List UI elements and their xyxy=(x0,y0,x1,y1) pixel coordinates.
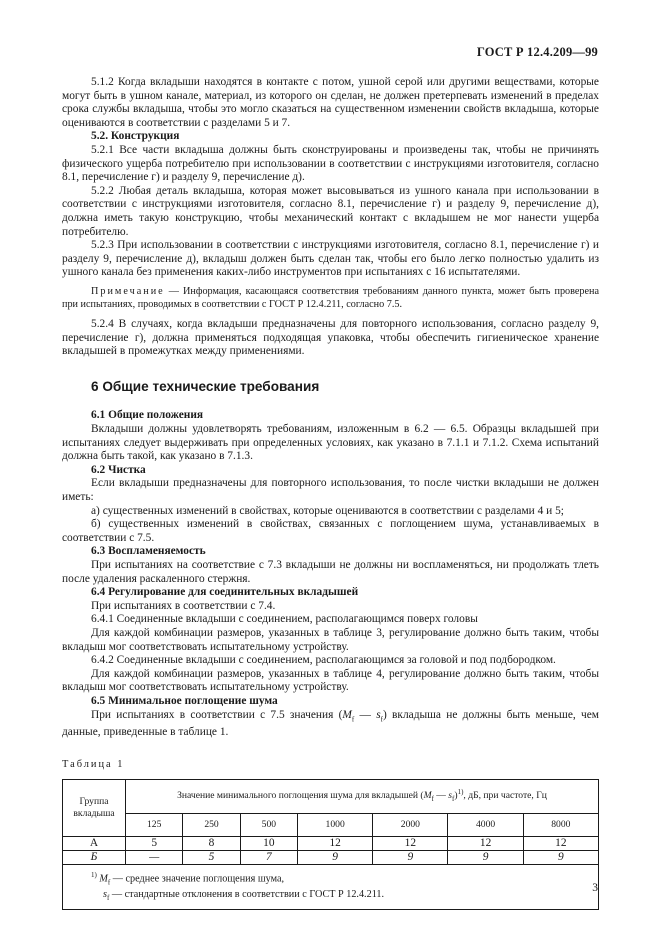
table-1 xyxy=(62,779,599,911)
section-6-title: 6 Общие технические требования xyxy=(91,378,320,394)
subheading-6-4: 6.4 Регулирование для соединительных вкладышей xyxy=(91,586,359,599)
paragraph-6-5-post: ) вкладыша не должны быть меньше, чем данные, приведенные в таблице 1. xyxy=(62,708,599,739)
footnote-sf: — стандартные отклонения в соответствии с ГОСТ Р 12.4.211. xyxy=(111,888,385,900)
freq-cell: 2000 xyxy=(373,813,448,836)
value-header-pre: Значение минимального поглощения шума для вкладышей ( xyxy=(177,789,424,801)
paragraph-5-2-1: 5.2.1 Все части вкладыша должны быть сконструированы и произведены так, чтобы не причинять физического ущерба потребителю при использовании в соответствии с инструкциями изготовителя, согласно 8.1, перечисление г) и разделу 9, перечисление д). xyxy=(62,143,599,184)
freq-cell: 1000 xyxy=(298,813,373,836)
subheading-6-1: 6.1 Общие положения xyxy=(91,409,204,422)
value-cell: 8 xyxy=(183,836,240,850)
paragraph-6-4: При испытаниях в соответствии с 7.4. xyxy=(91,599,276,612)
page-body xyxy=(62,76,599,910)
paragraph-6-1: Вкладыши должны удовлетворять требованиям, изложенным в 6.2 — 6.5. Образцы вкладышей при испытаниях следует выдерживать при определенных условиях, как указано в 7.1.1 и 7.1.2. Схема испытаний должна быть такой, как указано в 7.1.3. xyxy=(62,423,599,463)
value-cell: 12 xyxy=(523,836,598,850)
paragraph-6-4-2-b: Для каждой комбинации размеров, указанных в таблице 4, регулирование должно быть таким, чтобы вкладыш мог соответствовать испытательному устройству. xyxy=(62,667,599,694)
paragraph-5-2-4: 5.2.4 В случаях, когда вкладыши предназначены для повторного использования, согласно разделу 9, перечисление г), должна применяться подходящая упаковка, чтобы обеспечить гигиеническое хранение вкладышей в промежутках между применениями. xyxy=(62,318,599,358)
subheading-6-3: 6.3 Воспламеняемость xyxy=(91,545,206,558)
value-cell: 9 xyxy=(373,850,448,864)
table-footnote: $^{1)}$ $M_f$ — среднее значение поглощения шума, $s_f$ — стандартные отклонения в соответствии с ГОСТ Р 12.4.211. xyxy=(63,864,599,910)
value-cell: 9 xyxy=(448,850,523,864)
paragraph-5-2-2: 5.2.2 Любая деталь вкладыша, которая может высовываться из ушного канала при использовании в соответствии с инструкциями изготовителя, согласно 8.1, перечисление г) и разделу 9, перечисление д), должна иметь такую конструкцию, чтобы механический контакт с вкладышем не мог нанести ущерба потребителю. xyxy=(62,184,599,238)
group-cell: Б xyxy=(63,850,126,864)
subheading-5-2: 5.2. Конструкция xyxy=(91,130,180,143)
value-cell: 5 xyxy=(126,836,183,850)
value-cell: 5 xyxy=(183,850,240,864)
paragraph-6-3: При испытаниях на соответствие с 7.3 вкладыши не должны ни воспламеняться, ни продолжать тлеть после удаления раскаленного стержня. xyxy=(62,559,599,585)
document-header: ГОСТ Р 12.4.209—99 xyxy=(476,45,598,59)
table-row xyxy=(63,836,599,850)
value-cell: 9 xyxy=(298,850,373,864)
value-cell: 7 xyxy=(240,850,297,864)
value-cell: — xyxy=(126,850,183,864)
note-label: Примечание xyxy=(91,285,165,297)
footnote-mf: — среднее значение поглощения шума, xyxy=(112,872,285,884)
subheading-6-5: 6.5 Минимальное поглощение шума xyxy=(91,694,278,707)
value-cell: 12 xyxy=(298,836,373,850)
paragraph-6-2-a: а) существенных изменений в свойствах, которые оцениваются в соответствии с разделами 4 и 5; xyxy=(91,504,564,517)
note-text: — Информация, касающаяся соответствия требованиям данного пункта, может быть проверена при испытаниях, проводимых в соответствии с ГОСТ Р 12.4.211, согласно 7.5. xyxy=(62,285,599,310)
paragraph-5-1-2: 5.1.2 Когда вкладыши находятся в контакте с потом, ушной серой или другими веществами, которые могут быть в ушном канале, материал, из которого он сделан, не должен претерпевать изменений в пределах срока службы вкладыша, чтобы это могло сказаться на существенном изменении свойств вкладыша, которые оцениваются в соответствии с разделами 5 и 7. xyxy=(62,76,599,129)
paragraph-6-5-pre: При испытаниях в соответствии с 7.5 значения ( xyxy=(91,708,343,721)
freq-cell: 125 xyxy=(126,813,183,836)
group-header: Группа вкладыша xyxy=(63,779,126,836)
freq-cell: 250 xyxy=(183,813,240,836)
group-cell: А xyxy=(63,836,126,850)
paragraph-6-5: При испытаниях в соответствии с 7.5 значения ($M_f$ — $s_f$) вкладыша не должны быть меньше, чем данные, приведенные в таблице 1. xyxy=(62,708,599,739)
paragraph-6-4-2: 6.4.2 Соединенные вкладыши с соединением, располагающимся за головой и под подбородком. xyxy=(91,654,556,667)
table-row xyxy=(63,850,599,864)
value-cell: 12 xyxy=(373,836,448,850)
note xyxy=(62,286,599,311)
paragraph-6-4-1-b: Для каждой комбинации размеров, указанных в таблице 3, регулирование должно быть таким, чтобы вкладыш мог соответствовать испытательному устройству. xyxy=(62,626,599,653)
paragraph-6-2: Если вкладыши предназначены для повторного использования, то после чистки вкладыши не должен иметь: xyxy=(62,477,599,504)
paragraph-5-2-3: 5.2.3 При использовании в соответствии с инструкциями изготовителя, согласно 8.1, перечисление г) и разделу 9, перечисление д), вкладыш должен быть сделан так, чтобы его было легко полностью удалить из ушного канала без применения каких-либо инструментов при испытаниях с 16 испытателями. xyxy=(62,239,599,279)
value-header-post: , дБ, при частоте, Гц xyxy=(463,789,547,801)
value-cell: 10 xyxy=(240,836,297,850)
page-number: 3 xyxy=(592,882,598,894)
freq-cell: 500 xyxy=(240,813,297,836)
subheading-6-2: 6.2 Чистка xyxy=(91,463,146,476)
value-cell: 9 xyxy=(523,850,598,864)
paragraph-6-4-1: 6.4.1 Соединенные вкладыши с соединением, располагающимся поверх головы xyxy=(91,613,478,626)
freq-cell: 4000 xyxy=(448,813,523,836)
table-caption: Таблица 1 xyxy=(62,759,125,770)
paragraph-6-2-b: б) существенных изменений в свойствах, связанных с поглощением шума, устанавливаемых в соответствии с 7.5. xyxy=(62,518,599,544)
value-header: Значение минимального поглощения шума для вкладышей ($M_f$ — $s_f)^{1)}$, дБ, при частоте, Гц xyxy=(126,779,599,813)
freq-cell: 8000 xyxy=(523,813,598,836)
value-cell: 12 xyxy=(448,836,523,850)
